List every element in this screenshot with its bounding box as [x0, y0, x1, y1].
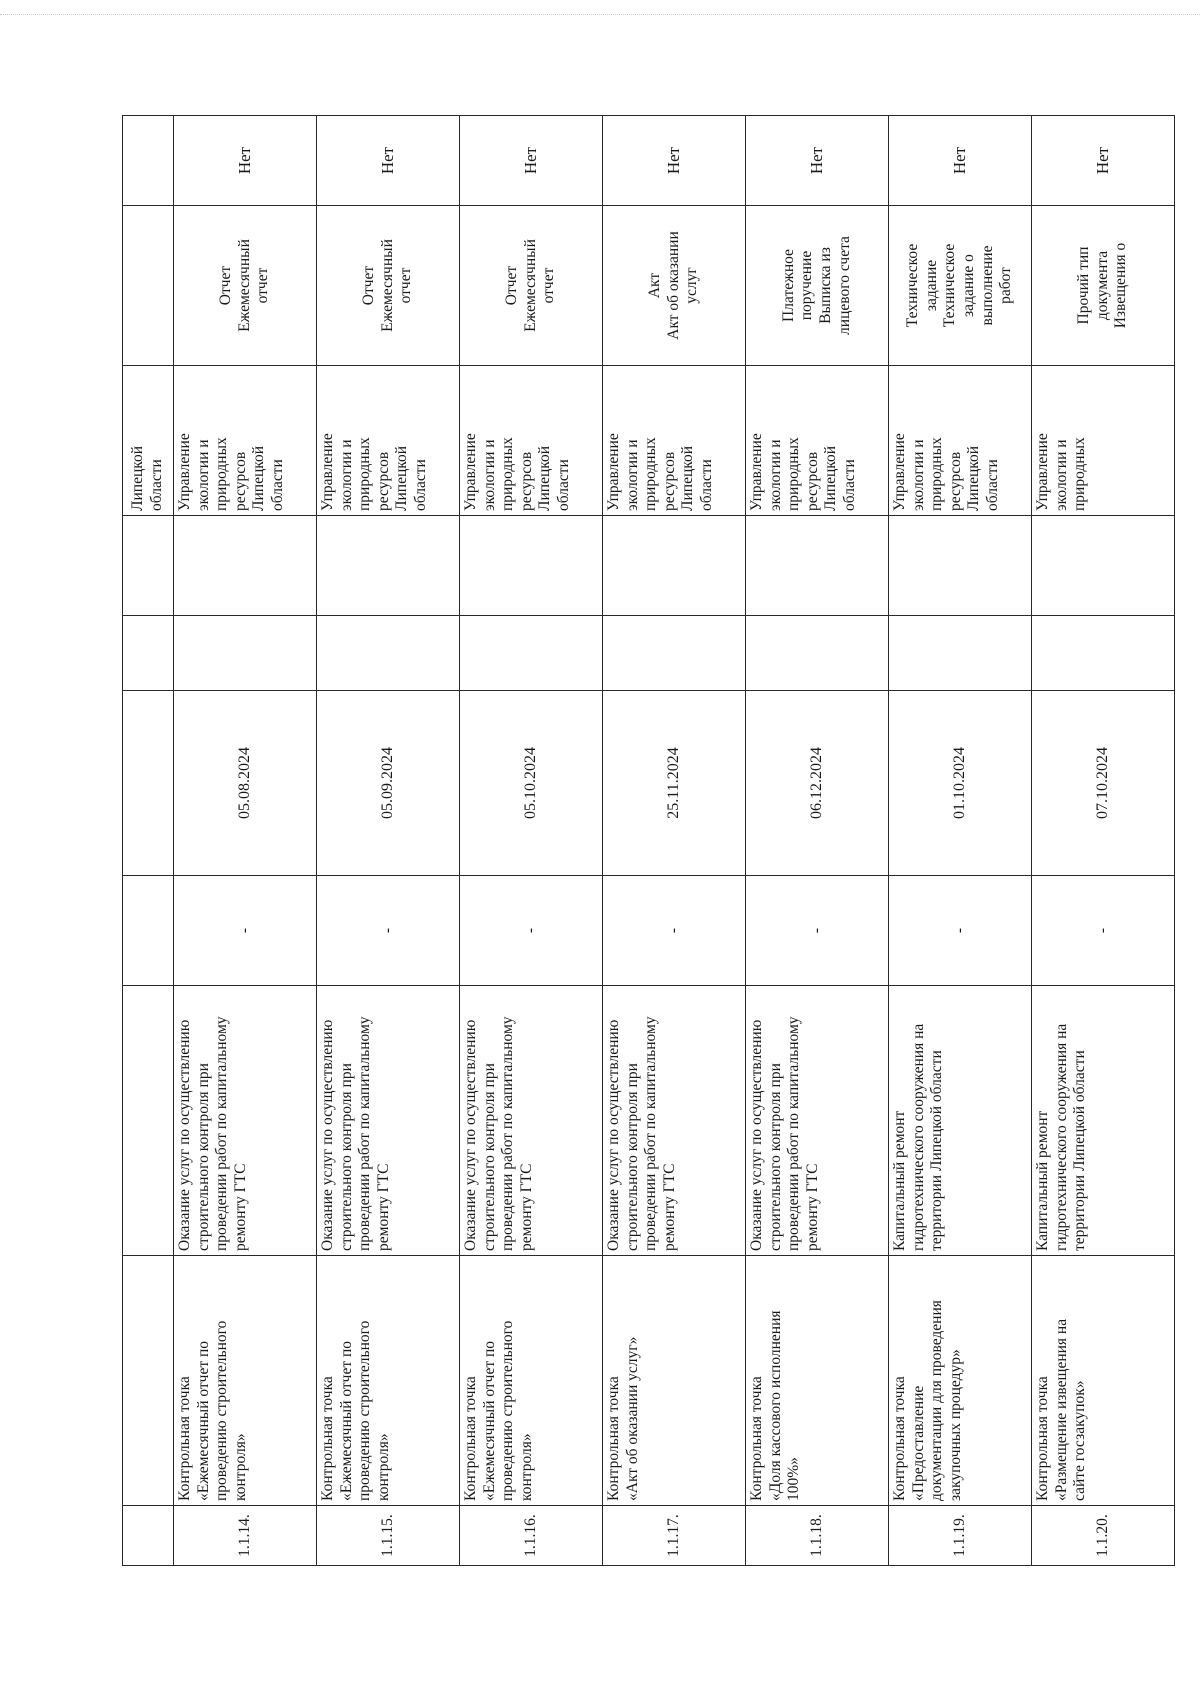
cell-responsible-org: Управление экологии и природных ресурсов Липецкой области [746, 366, 889, 516]
cell-checkpoint: Контрольная точка «Доля кассового исполнения 100%» [746, 1256, 889, 1506]
cell-documents: Техническое задание Техническое задание о выполнение работ [889, 206, 1032, 366]
cell-empty [460, 516, 603, 616]
cell-date [174, 691, 317, 876]
cell-empty [123, 616, 174, 691]
cell-date [460, 691, 603, 876]
cell-date [603, 691, 746, 876]
cell-empty [123, 206, 174, 366]
cell-date-text: 05.10.2024 [522, 747, 540, 819]
cell-responsible-org: Управление экологии и природных ресурсов Липецкой области [174, 366, 317, 516]
cell-date-text: 01.10.2024 [951, 747, 969, 819]
cell-number-text: 1.1.17. [664, 1514, 682, 1557]
cell-date [889, 691, 1032, 876]
cell-answer-text: Нет [663, 146, 683, 175]
cell-work-description: Оказание услуг по осуществлению строительного контроля при проведении работ по капитальному ремонту ГТС [317, 986, 460, 1256]
cell-work-description: Капитальный ремонт гидротехнического сооружения на территории Липецкой области [1032, 986, 1175, 1256]
cell-date-text: 07.10.2024 [1094, 747, 1112, 819]
scan-page-edge [0, 14, 1200, 15]
cell-answer [317, 116, 460, 206]
cell-dash [746, 876, 889, 986]
cell-checkpoint: Контрольная точка «Предоставление документации для проведения закупочных процедур» [889, 1256, 1032, 1506]
cell-documents: Отчет Ежемесячный отчет [174, 206, 317, 366]
cell-checkpoint: Контрольная точка «Размещение извещения на сайте госзакупок» [1032, 1256, 1175, 1506]
table-row [746, 116, 889, 1566]
cell-number-text: 1.1.20. [1093, 1514, 1111, 1557]
cell-responsible-org: Управление экологии и природных ресурсов Липецкой области [889, 366, 1032, 516]
cell-dash [603, 876, 746, 986]
cell-number [317, 1506, 460, 1566]
cell-date [746, 691, 889, 876]
cell-empty [123, 1256, 174, 1506]
table-row [889, 116, 1032, 1566]
cell-dash-text: - [235, 927, 253, 934]
cell-date [317, 691, 460, 876]
cell-answer [889, 116, 1032, 206]
cell-dash-text: - [521, 927, 539, 934]
cell-checkpoint: Контрольная точка «Ежемесячный отчет по проведению строительного контроля» [174, 1256, 317, 1506]
cell-responsible-org: Управление экологии и природных ресурсов Липецкой области [603, 366, 746, 516]
cell-documents: Акт Акт об оказании услуг [603, 206, 746, 366]
cell-empty [123, 116, 174, 206]
cell-responsible-org: Управление экологии и природных ресурсов Липецкой области [317, 366, 460, 516]
cell-dash [1032, 876, 1175, 986]
cell-empty [746, 616, 889, 691]
cell-checkpoint: Контрольная точка «Ежемесячный отчет по проведению строительного контроля» [460, 1256, 603, 1506]
cell-number-text: 1.1.19. [950, 1514, 968, 1557]
cell-checkpoint: Контрольная точка «Акт об оказании услуг» [603, 1256, 746, 1506]
table-row [1032, 116, 1175, 1566]
cell-empty [603, 616, 746, 691]
cell-date-text: 25.11.2024 [665, 747, 683, 819]
cell-date-text: 06.12.2024 [808, 747, 826, 819]
cell-empty [603, 516, 746, 616]
cell-empty [1032, 616, 1175, 691]
table-row [603, 116, 746, 1566]
cell-answer [746, 116, 889, 206]
cell-responsible-org: Управление экологии и природных [1032, 366, 1175, 516]
cell-empty [123, 691, 174, 876]
cell-work-description: Оказание услуг по осуществлению строительного контроля при проведении работ по капитальному ремонту ГТС [460, 986, 603, 1256]
cell-documents: Платежное поручение Выписка из лицевого счета [746, 206, 889, 366]
rotated-table-container [122, 116, 1130, 1566]
cell-dash [317, 876, 460, 986]
checkpoints-table [122, 115, 1175, 1566]
cell-dash-text: - [664, 927, 682, 934]
cell-date [1032, 691, 1175, 876]
cell-number-text: 1.1.16. [521, 1514, 539, 1557]
cell-documents: Прочий тип документа Извещения о [1032, 206, 1175, 366]
cell-number [1032, 1506, 1175, 1566]
cell-empty [889, 616, 1032, 691]
cell-answer [1032, 116, 1175, 206]
cell-empty [123, 876, 174, 986]
cell-date-text: 05.09.2024 [379, 747, 397, 819]
cell-dash [889, 876, 1032, 986]
cell-documents: Отчет Ежемесячный отчет [317, 206, 460, 366]
cell-answer-text: Нет [377, 146, 397, 175]
cell-answer [460, 116, 603, 206]
cell-prev-org-continuation: Липецкой области [123, 366, 174, 516]
cell-number-text: 1.1.14. [235, 1514, 253, 1557]
cell-answer-text: Нет [1092, 146, 1112, 175]
cell-dash-text: - [378, 927, 396, 934]
cell-empty [889, 516, 1032, 616]
cell-checkpoint: Контрольная точка «Ежемесячный отчет по проведению строительного контроля» [317, 1256, 460, 1506]
cell-number [746, 1506, 889, 1566]
cell-number [460, 1506, 603, 1566]
cell-empty [460, 616, 603, 691]
cell-empty [174, 516, 317, 616]
cell-empty [123, 1506, 174, 1566]
table-row [317, 116, 460, 1566]
cell-answer [174, 116, 317, 206]
cell-answer-text: Нет [234, 146, 254, 175]
table-row-continuation [123, 116, 174, 1566]
cell-dash-text: - [950, 927, 968, 934]
cell-empty [123, 986, 174, 1256]
cell-dash [460, 876, 603, 986]
cell-number-text: 1.1.15. [378, 1514, 396, 1557]
cell-work-description: Капитальный ремонт гидротехнического сооружения на территории Липецкой области [889, 986, 1032, 1256]
cell-responsible-org: Управление экологии и природных ресурсов Липецкой области [460, 366, 603, 516]
cell-documents: Отчет Ежемесячный отчет [460, 206, 603, 366]
cell-number [174, 1506, 317, 1566]
cell-answer-text: Нет [520, 146, 540, 175]
cell-number-text: 1.1.18. [807, 1514, 825, 1557]
cell-empty [123, 516, 174, 616]
cell-empty [1032, 516, 1175, 616]
cell-work-description: Оказание услуг по осуществлению строительного контроля при проведении работ по капитальному ремонту ГТС [603, 986, 746, 1256]
cell-dash-text: - [807, 927, 825, 934]
cell-answer [603, 116, 746, 206]
table-row [460, 116, 603, 1566]
table-row [174, 116, 317, 1566]
cell-work-description: Оказание услуг по осуществлению строительного контроля при проведении работ по капитальному ремонту ГТС [746, 986, 889, 1256]
cell-dash [174, 876, 317, 986]
cell-empty [317, 516, 460, 616]
cell-dash-text: - [1093, 927, 1111, 934]
cell-number [603, 1506, 746, 1566]
cell-date-text: 05.08.2024 [236, 747, 254, 819]
cell-work-description: Оказание услуг по осуществлению строительного контроля при проведении работ по капитальному ремонту ГТС [174, 986, 317, 1256]
cell-empty [317, 616, 460, 691]
cell-empty [174, 616, 317, 691]
cell-answer-text: Нет [949, 146, 969, 175]
cell-answer-text: Нет [806, 146, 826, 175]
cell-number [889, 1506, 1032, 1566]
cell-empty [746, 516, 889, 616]
